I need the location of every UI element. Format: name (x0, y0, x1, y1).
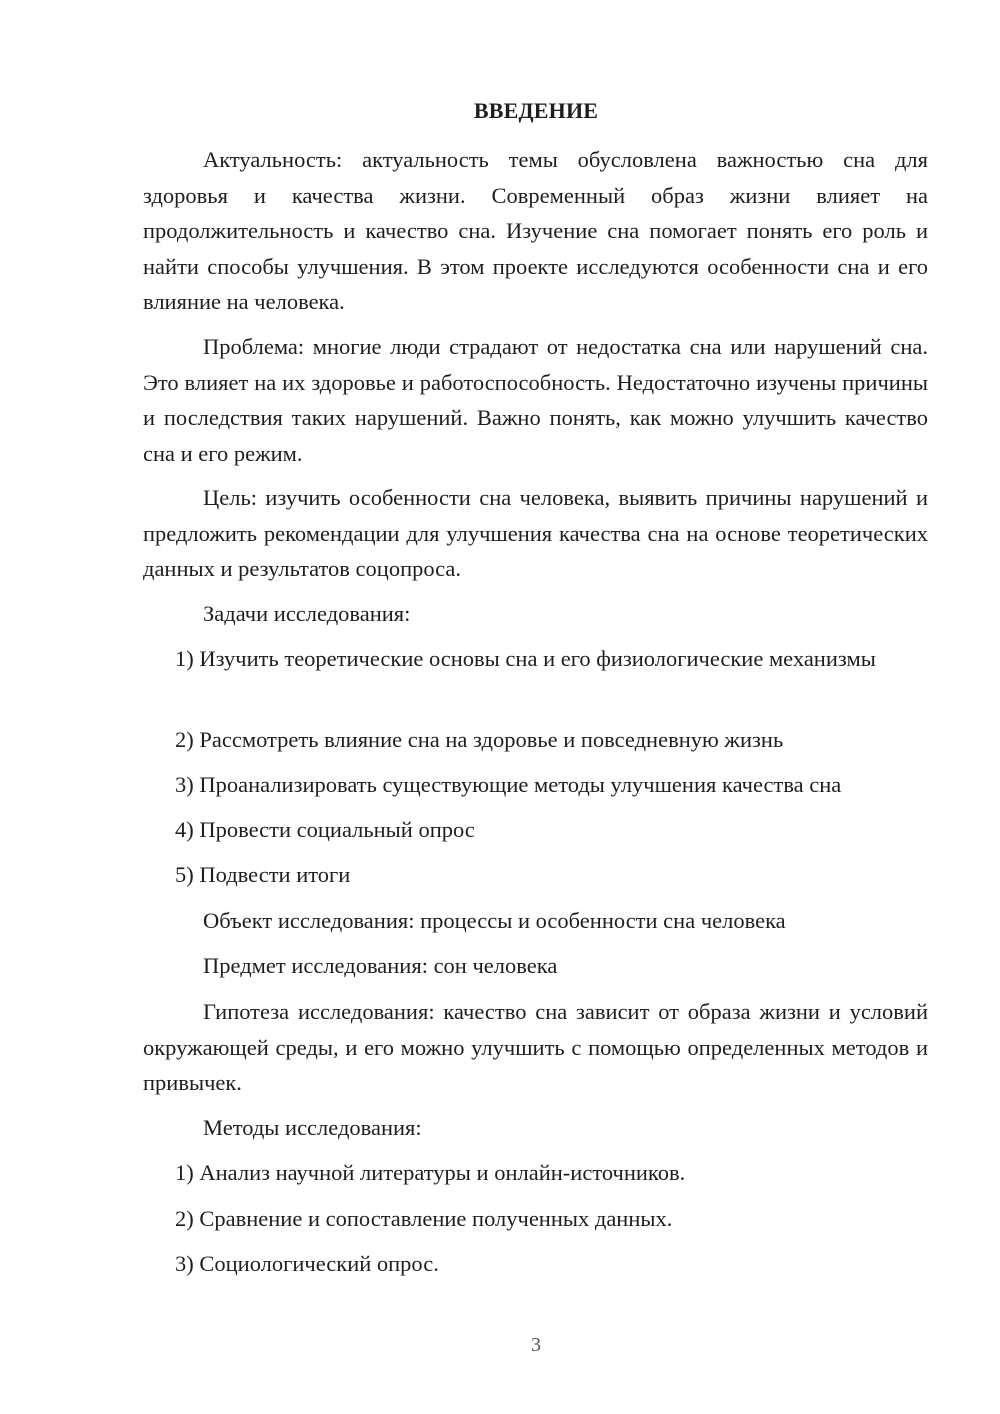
research-subject: Предмет исследования: сон человека (203, 953, 558, 978)
problem-text: Проблема: многие люди страдают от недостатка сна или нарушений сна. Это влияет на их здоровье и работоспособность. Недостаточно изучены причины и последствия таких нарушений. Важно понять, как можно улучшить качество сна и его режим. (143, 334, 928, 466)
page-number: 3 (531, 1334, 541, 1356)
task-item-4: 4) Провести социальный опрос (175, 817, 475, 842)
method-item-2: 2) Сравнение и сопоставление полученных данных. (175, 1206, 673, 1231)
problem-paragraph (143, 329, 928, 471)
method-item-3: 3) Социологический опрос. (175, 1251, 439, 1276)
page-title: ВВЕДЕНИЕ (473, 98, 599, 123)
relevance-text: Актуальность: актуальность темы обусловлена важностью сна для здоровья и качества жизни. Современный образ жизни влияет на продолжительность и качество сна. Изучение сна помогает понять его роль и найти способы улучшения. В этом проекте исследуются особенности сна и его влияние на человека. (143, 147, 928, 314)
research-object: Объект исследования: процессы и особенности сна человека (203, 908, 786, 933)
hypothesis-paragraph (143, 994, 928, 1101)
goal-paragraph (143, 480, 928, 587)
goal-text: Цель: изучить особенности сна человека, выявить причины нарушений и предложить рекомендации для улучшения качества сна на основе теоретических данных и результатов соцопроса. (143, 485, 928, 581)
task-item-2: 2) Рассмотреть влияние сна на здоровье и повседневную жизнь (175, 727, 784, 752)
relevance-paragraph (143, 142, 928, 320)
tasks-heading: Задачи исследования: (203, 601, 411, 626)
hypothesis-text: Гипотеза исследования: качество сна зависит от образа жизни и условий окружающей среды, и его можно улучшить с помощью определенных методов и привычек. (143, 999, 928, 1095)
method-item-1: 1) Анализ научной литературы и онлайн-источников. (175, 1160, 686, 1185)
task-item-1: 1) Изучить теоретические основы сна и его физиологические механизмы (175, 646, 876, 671)
task-item-3: 3) Проанализировать существующие методы улучшения качества сна (175, 772, 842, 797)
task-item-5: 5) Подвести итоги (175, 862, 351, 887)
methods-heading: Методы исследования: (203, 1115, 422, 1140)
